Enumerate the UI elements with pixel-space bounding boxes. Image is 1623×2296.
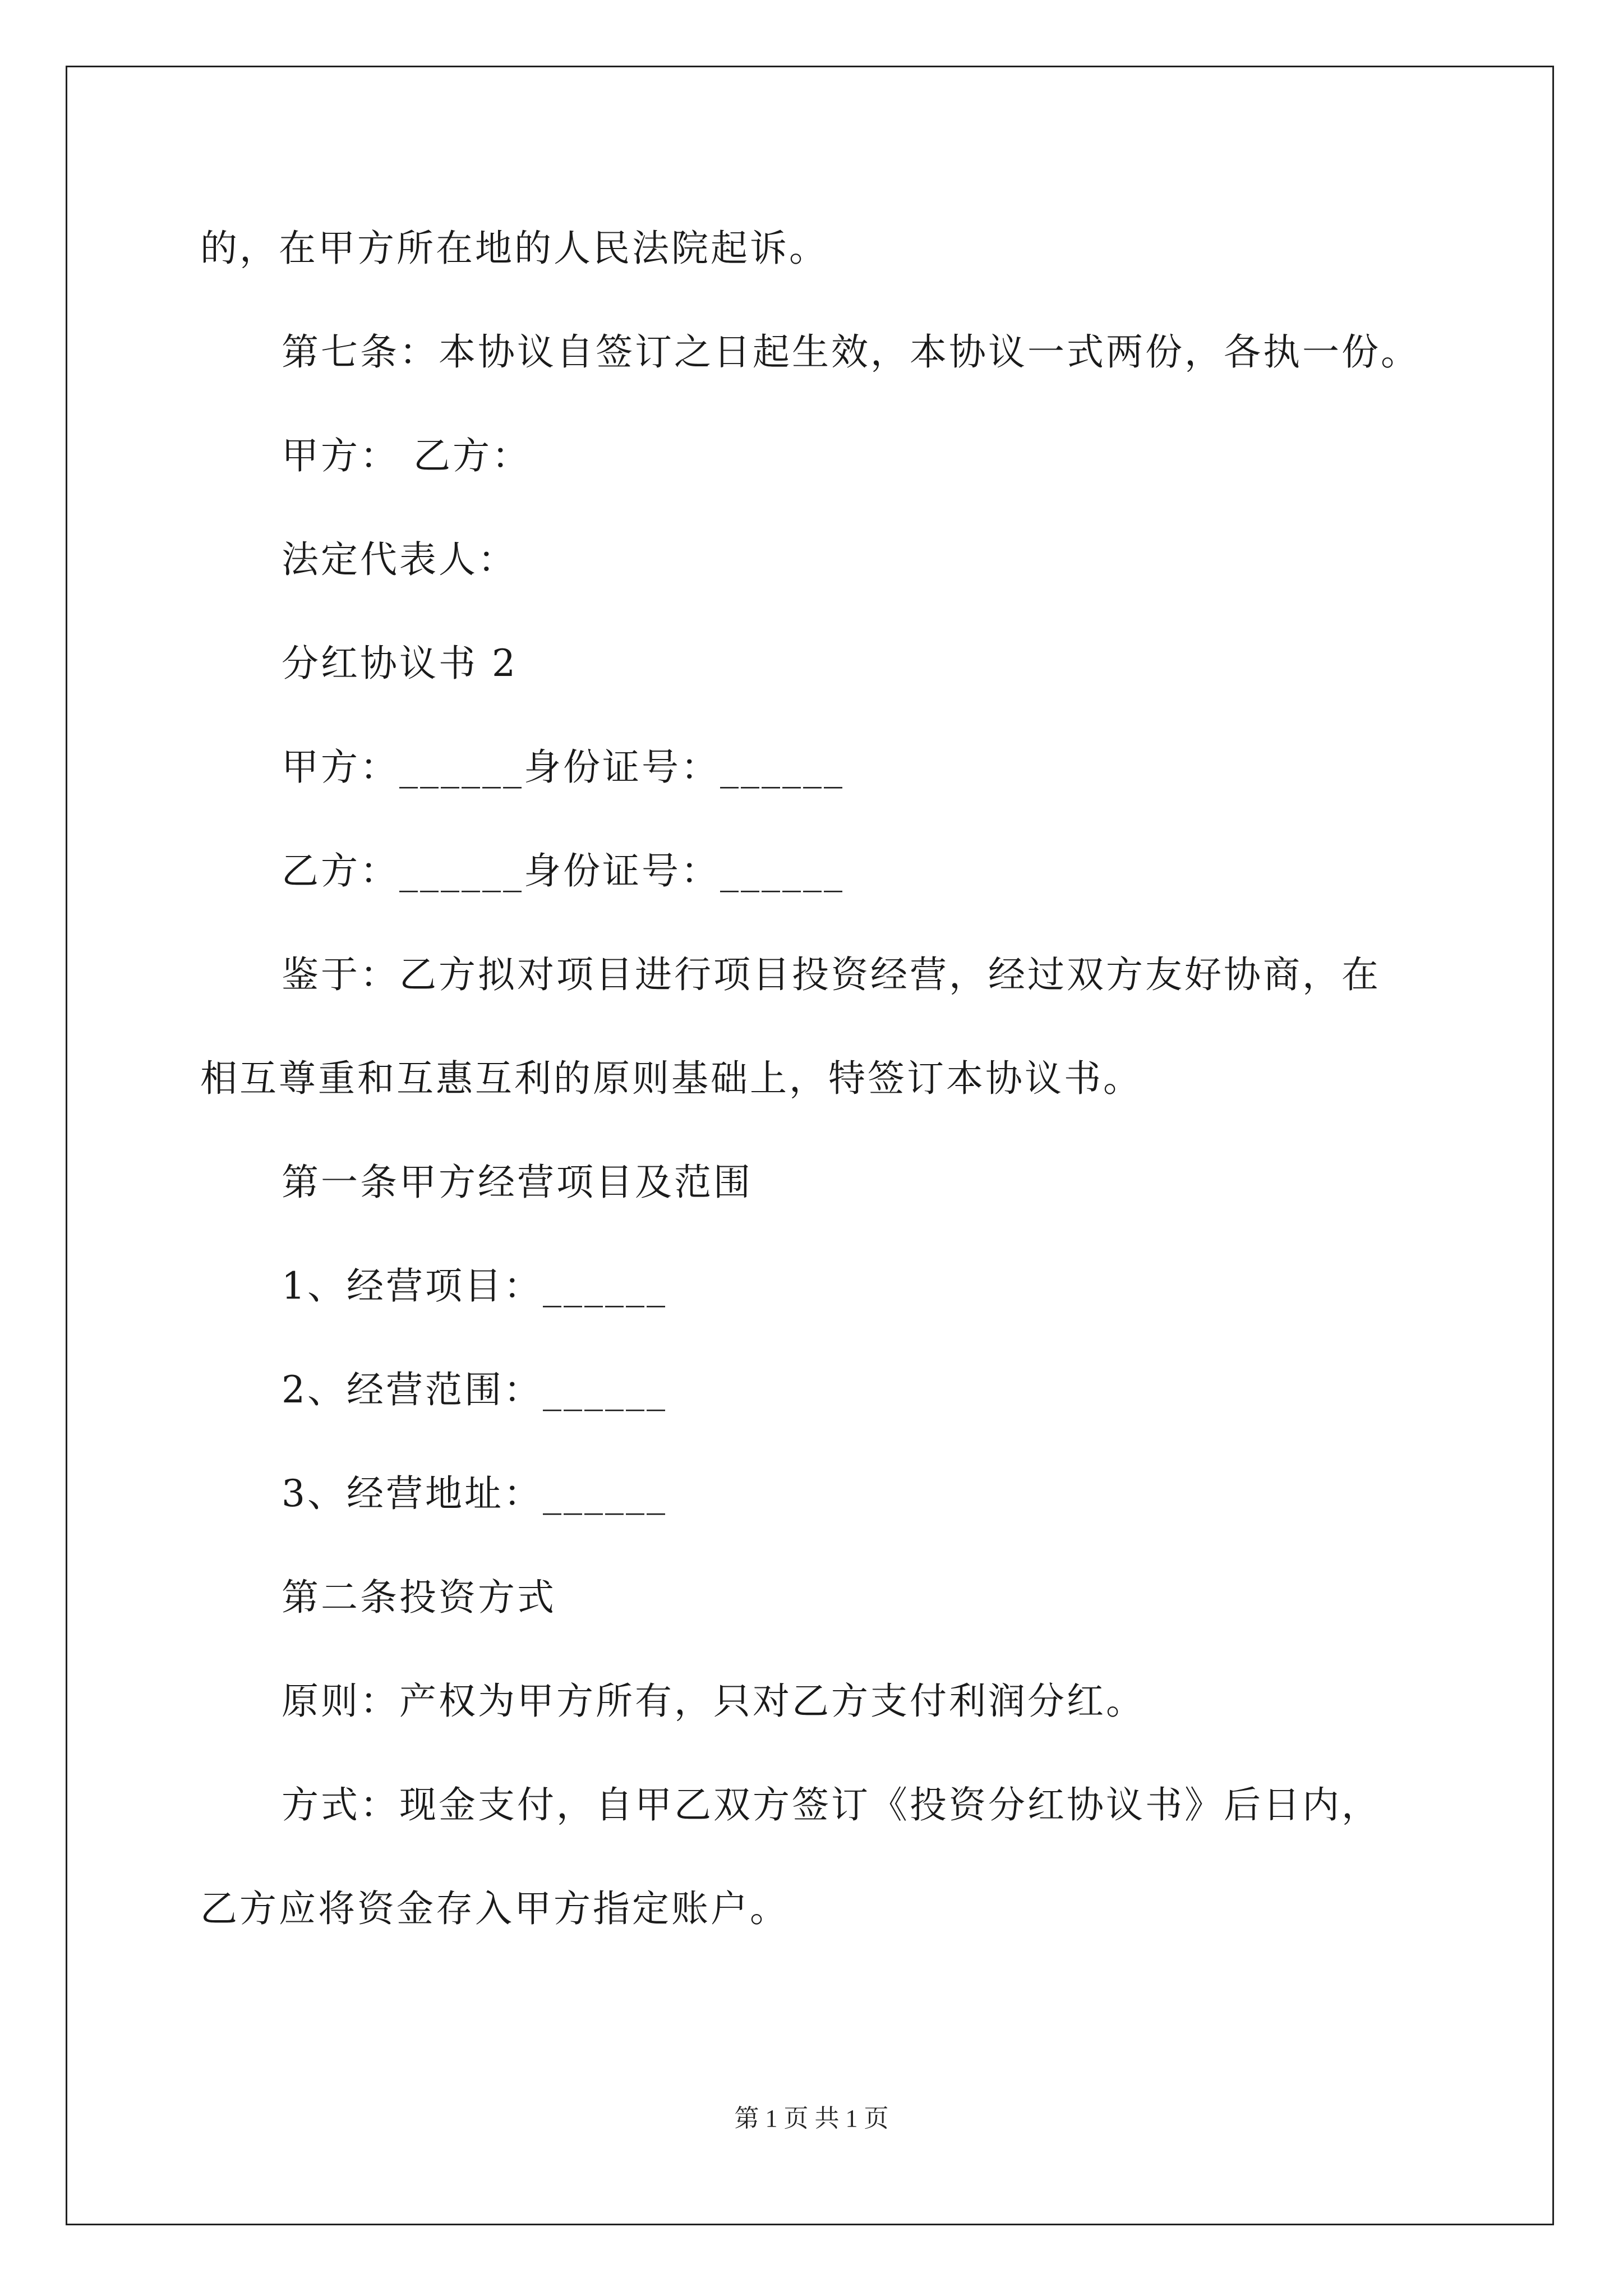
paragraph-line: 法定代表人： [282,538,517,581]
section-title: 分红协议书 2 [282,642,518,685]
list-item: 1、经营项目：______ [282,1264,667,1308]
paragraph-line: 的，在甲方所在地的人民法院起诉。 [200,227,828,270]
paragraph-line: 相互尊重和互惠互利的原则基础上，特签订本协议书。 [200,1057,1142,1100]
paragraph-line: 甲方： 乙方： [282,434,531,477]
paragraph-line: 方式：现金支付，自甲乙双方签订《投资分红协议书》后日内， [282,1783,1381,1826]
list-item: 2、经营范围：______ [282,1368,667,1411]
paragraph-line: 甲方：______身份证号：______ [282,746,845,789]
paragraph-line: 鉴于：乙方拟对项目进行项目投资经营，经过双方友好协商，在 [282,953,1381,996]
paragraph-line: 原则：产权为甲方所有，只对乙方支付利润分红。 [282,1680,1145,1723]
article-heading: 第一条甲方经营项目及范围 [282,1161,753,1204]
paragraph-line: 乙方：______身份证号：______ [282,849,845,892]
article-heading: 第二条投资方式 [282,1576,556,1619]
paragraph-line: 第七条：本协议自签订之日起生效，本协议一式两份，各执一份。 [282,330,1420,374]
list-item: 3、经营地址：______ [282,1472,667,1515]
page-footer: 第 1 页 共 1 页 [734,2105,889,2132]
paragraph-line: 乙方应将资金存入甲方指定账户。 [200,1887,789,1930]
